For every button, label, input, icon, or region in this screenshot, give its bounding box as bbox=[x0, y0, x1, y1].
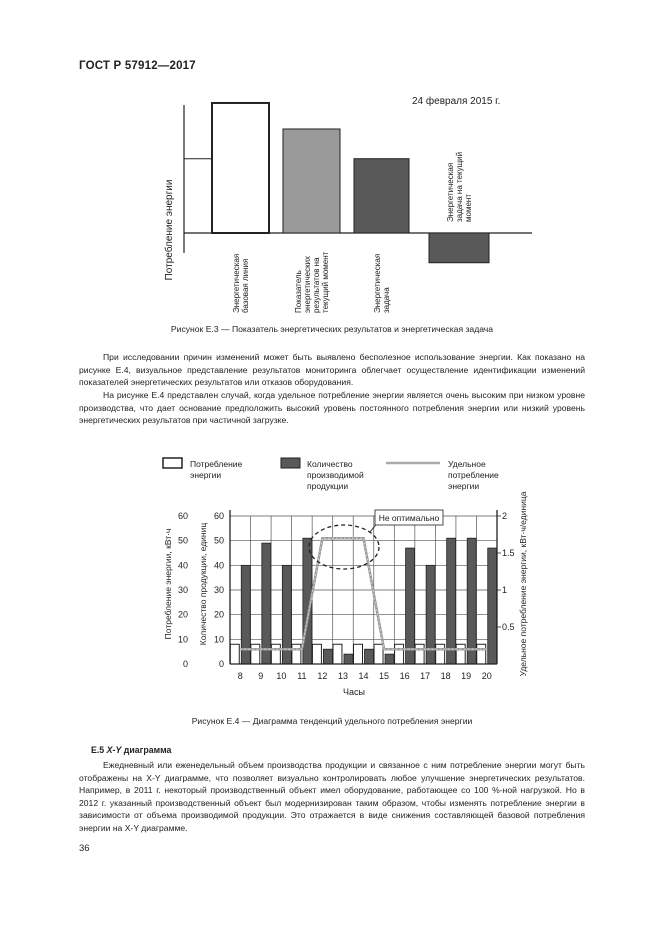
paragraph-2: На рисунке Е.4 представлен случай, когда удельное потребление энергии является очень высоким при низком уровне производства, что дает основание предположить высокий уровень постоянного потребления энергии или низкий уровень энергетических результатов при частичной загрузке. bbox=[79, 390, 585, 426]
left-tick-label: 60 bbox=[177, 511, 188, 521]
production-bar bbox=[344, 654, 353, 664]
legend-specific-label-2: потребление bbox=[448, 470, 499, 480]
not-optimal-callout-text: Не оптимально bbox=[378, 513, 440, 523]
x-tick-label: 14 bbox=[358, 671, 369, 681]
figure-e4-chart bbox=[150, 450, 550, 708]
production-bar bbox=[447, 538, 456, 664]
x-tick-label: 15 bbox=[379, 671, 390, 681]
energy-bar bbox=[312, 644, 321, 664]
legend-production-label-3: продукции bbox=[307, 481, 349, 491]
figure-e3-category-label: задача на текущий bbox=[455, 151, 464, 222]
legend-energy-swatch bbox=[163, 458, 182, 468]
energy-bar bbox=[456, 644, 465, 664]
production-bar bbox=[365, 649, 374, 664]
figure-e4-ylabel-left2: Количество продукции, единиц bbox=[198, 522, 208, 646]
x-tick-label: 8 bbox=[237, 671, 243, 681]
x-tick-label: 16 bbox=[399, 671, 410, 681]
x-tick-label: 12 bbox=[317, 671, 328, 681]
figure-e3-chart bbox=[150, 85, 550, 320]
legend-production-label-2: производимой bbox=[307, 470, 364, 480]
figure-e3-category-label: задача bbox=[382, 287, 391, 313]
legend-energy-label-2: энергии bbox=[190, 470, 222, 480]
left-tick-label: 0 bbox=[182, 659, 188, 669]
x-tick-label: 11 bbox=[297, 671, 307, 681]
figure-e3-category-label: Энергетическая bbox=[446, 162, 455, 222]
figure-e3-bar-4 bbox=[429, 233, 489, 263]
left-tick-label: 50 bbox=[177, 535, 188, 546]
legend-specific-label-3: энергии bbox=[448, 481, 480, 491]
energy-bar bbox=[477, 644, 486, 664]
right-tick-label: 0.5 bbox=[502, 622, 515, 632]
energy-bar bbox=[374, 644, 383, 664]
figure-e3-category-label: Энергетическая bbox=[373, 253, 382, 313]
right-tick-label: 2 bbox=[502, 511, 508, 521]
production-bar bbox=[488, 548, 497, 664]
legend-production-label-1: Количество bbox=[307, 459, 353, 469]
figure-e3-category-label: базовая линия bbox=[241, 258, 250, 313]
left2-tick-label: 40 bbox=[213, 560, 224, 571]
left2-tick-label: 60 bbox=[213, 511, 224, 521]
figure-e3-category-label: результатов на bbox=[312, 257, 321, 313]
paragraph-1: При исследовании причин изменений может быть выявлено бесполезное использование энергии. Как показано на рисунке Е.4, визуальное представление результатов мониторинга облегчает осуществление идентификации изменений показателей энергетических результатов или отказов оборудования. bbox=[79, 352, 585, 388]
paragraph-3: Ежедневный или еженедельный объем производства продукции и связанное с ним потребление энергии могут быть отображены на X-Y диаграмме, что позволяет визуально контролировать любое улучшение энергетических результатов. Например, в 2011 г. некоторый производственный объект имел оборудование, работающее со 100 %-ной нагрузкой. Но в 2012 г. указанный производственный объект был модернизирован таким образом, чтобы изменять потребление энергии в зависимости от объема производимой продукции. Это отражается в виде снижения составляющей базовой потребления энергии на X-Y диаграмме. bbox=[79, 760, 585, 833]
legend-specific-label-1: Удельное bbox=[448, 459, 486, 469]
legend-production-swatch bbox=[281, 458, 300, 468]
production-bar bbox=[262, 543, 271, 664]
energy-bar bbox=[415, 644, 424, 664]
left2-tick-label: 50 bbox=[213, 535, 224, 546]
figure-e4-ylabel-left: Потребление энергии, кВт·ч bbox=[163, 528, 173, 640]
figure-e3-ylabel: Потребление энергии bbox=[164, 179, 175, 281]
figure-e3-bars bbox=[184, 103, 532, 263]
legend-energy-label-1: Потребление bbox=[190, 459, 243, 469]
document-header: ГОСТ Р 57912—2017 bbox=[79, 60, 196, 72]
energy-bar bbox=[292, 644, 301, 664]
left-tick-label: 10 bbox=[177, 634, 188, 645]
figure-e3-category-label: энергетических bbox=[303, 255, 312, 313]
left-tick-label: 20 bbox=[177, 609, 188, 620]
left2-tick-label: 10 bbox=[213, 634, 224, 645]
figure-e3-bar-3 bbox=[354, 159, 409, 233]
energy-bar bbox=[251, 644, 260, 664]
x-tick-label: 20 bbox=[481, 671, 492, 681]
x-tick-label: 10 bbox=[276, 671, 287, 681]
figure-e4-xlabel: Часы bbox=[343, 687, 365, 697]
figure-e3-category-label: текущий момент bbox=[321, 251, 330, 313]
figure-e3-bar-2 bbox=[283, 129, 340, 233]
energy-bar bbox=[271, 644, 280, 664]
right-tick-label: 1 bbox=[502, 585, 508, 595]
x-tick-label: 17 bbox=[420, 671, 431, 681]
figure-e4-caption: Рисунок Е.4 — Диаграмма тенденций удельного потребления энергии bbox=[191, 716, 473, 726]
figure-e3-caption: Рисунок Е.3 — Показатель энергетических результатов и энергетическая задача bbox=[170, 324, 494, 334]
energy-bar bbox=[333, 644, 342, 664]
figure-e3-category-label: Энергетическая bbox=[232, 253, 241, 313]
figure-e4-ylabel-right: Удельное потребление энергии, кВт·ч/единица bbox=[518, 491, 528, 677]
energy-bar bbox=[395, 644, 404, 664]
left-tick-label: 40 bbox=[177, 560, 188, 571]
production-bar bbox=[406, 548, 415, 664]
production-bar bbox=[385, 654, 394, 664]
x-tick-label: 13 bbox=[337, 671, 348, 681]
production-bar bbox=[467, 538, 476, 664]
left2-tick-label: 30 bbox=[213, 585, 224, 595]
x-tick-label: 9 bbox=[258, 671, 264, 681]
x-tick-label: 18 bbox=[440, 671, 451, 681]
energy-bar bbox=[230, 644, 239, 664]
energy-bar bbox=[354, 644, 363, 664]
right-tick-label: 1.5 bbox=[502, 548, 515, 558]
left2-tick-label: 0 bbox=[218, 659, 224, 669]
section-number: Е.5 bbox=[91, 745, 105, 755]
figure-e3-bar-1 bbox=[212, 103, 269, 233]
figure-e3-category-label: Показатель bbox=[294, 270, 303, 313]
figure-e3-date: 24 февраля 2015 г. bbox=[412, 96, 501, 107]
section-heading bbox=[91, 745, 171, 755]
left-tick-label: 30 bbox=[177, 585, 188, 595]
x-tick-label: 19 bbox=[461, 671, 472, 681]
section-title-italic: X-Y bbox=[106, 745, 122, 755]
energy-bar bbox=[436, 644, 445, 664]
figure-e4-bars bbox=[230, 538, 496, 664]
figure-e3-category-label: момент bbox=[464, 194, 473, 222]
page-number: 36 bbox=[79, 843, 90, 854]
left2-tick-label: 20 bbox=[213, 609, 224, 620]
section-title-rest: диаграмма bbox=[123, 745, 172, 755]
production-bar bbox=[323, 649, 332, 664]
